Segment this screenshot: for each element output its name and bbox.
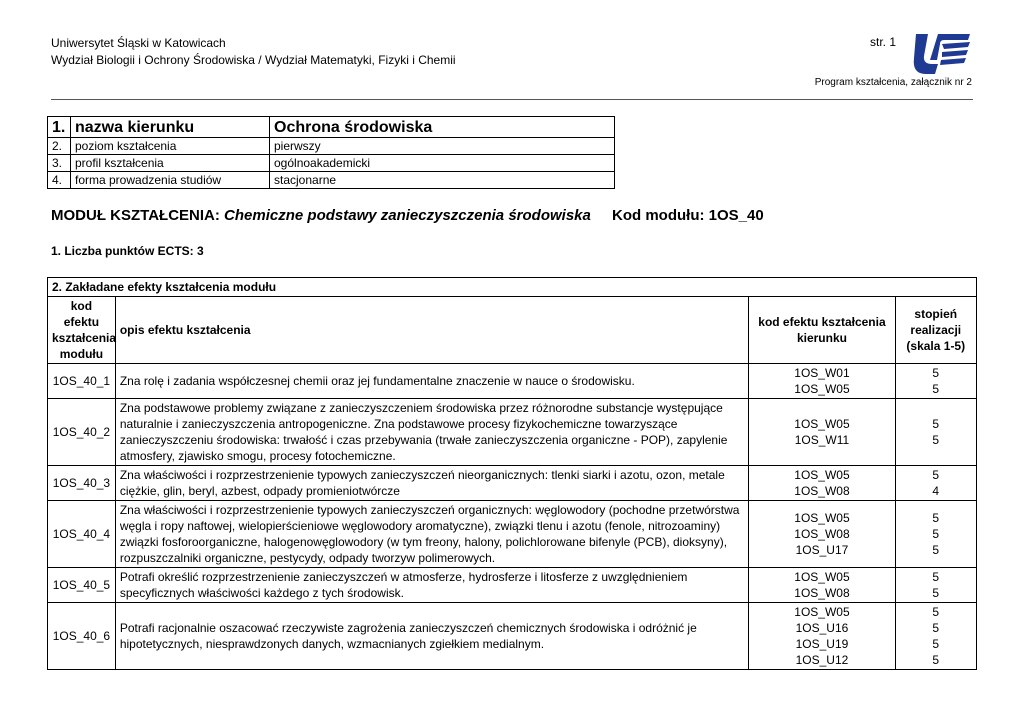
row-number: 3.	[48, 155, 71, 172]
outcome-description: Zna właściwości i rozprzestrzenienie typowych zanieczyszczeń organicznych: węglowodory (pochodne przetwórstwa węgla i ropy naftowej, wielopierścieniowe węglowodory aromatyczne), związki tlenu i azotu (fenole, nitrozoaminy) związki fosforoorganiczne, halogenowęglowodory (w tym freony, halony, polichlorowane bifenyle (PCB), dioksyny), rozpuszczalniki organiczne, pestycydy, odpady tworzyw polimerowych.	[115, 501, 749, 568]
outcome-description: Potrafi określić rozprzestrzenienie zanieczyszczeń w atmosferze, hydrosferze i litosferze z uwzględnieniem specyficznych właściwości każdego z tych środowisk.	[115, 568, 749, 603]
program-outcome-codes: 1OS_W05 1OS_W08 1OS_U17	[749, 501, 895, 568]
program-annex: Program kształcenia, załącznik nr 2	[814, 77, 972, 88]
outcome-description: Zna właściwości i rozprzestrzenienie typowych zanieczyszczeń nieorganicznych: tlenki siarki i azotu, ozon, metale ciężkie, glin, beryl, azbest, odpady promieniotwórcze	[115, 466, 749, 501]
field-label: forma prowadzenia studiów	[71, 172, 270, 189]
realization-level: 5 4	[895, 466, 976, 501]
table-row	[48, 399, 977, 466]
outcome-code: 1OS_40_4	[48, 501, 116, 568]
section-title: 2. Zakładane efekty kształcenia modułu	[48, 278, 977, 297]
document-header	[51, 35, 456, 69]
outcome-code: 1OS_40_5	[48, 568, 116, 603]
row-number: 2.	[48, 138, 71, 155]
program-outcome-codes: 1OS_W05 1OS_W08	[749, 466, 895, 501]
field-label: nazwa kierunku	[71, 117, 270, 138]
outcome-code: 1OS_40_1	[48, 364, 116, 399]
table-row	[48, 172, 615, 189]
module-name: Chemiczne podstawy zanieczyszczenia środowiska	[224, 207, 591, 224]
header-module-code: kod efektu kształcenia modułu	[48, 297, 116, 364]
section-header-row	[48, 278, 977, 297]
field-value: Ochrona środowiska	[270, 117, 615, 138]
university-name: Uniwersytet Śląski w Katowicach	[51, 36, 226, 50]
table-row	[48, 568, 977, 603]
table-row	[48, 364, 977, 399]
realization-level: 5 5	[895, 399, 976, 466]
realization-level: 5 5	[895, 364, 976, 399]
table-row	[48, 501, 977, 568]
table-row	[48, 155, 615, 172]
program-outcome-codes: 1OS_W05 1OS_W11	[749, 399, 895, 466]
program-outcome-codes: 1OS_W05 1OS_W08	[749, 568, 895, 603]
learning-outcomes-table	[47, 277, 977, 670]
outcome-code: 1OS_40_2	[48, 399, 116, 466]
module-prefix: MODUŁ KSZTAŁCENIA:	[51, 207, 220, 224]
field-value: pierwszy	[270, 138, 615, 155]
table-row	[48, 603, 977, 670]
program-outcome-codes: 1OS_W05 1OS_U16 1OS_U19 1OS_U12	[749, 603, 895, 670]
table-row	[48, 138, 615, 155]
outcome-code: 1OS_40_6	[48, 603, 116, 670]
column-header-row	[48, 297, 977, 364]
field-label: profil kształcenia	[71, 155, 270, 172]
field-value: ogólnoakademicki	[270, 155, 615, 172]
header-program-code: kod efektu kształcenia kierunku	[749, 297, 895, 364]
outcome-description: Potrafi racjonalnie oszacować rzeczywiste zagrożenia zanieczyszczeń chemicznych środowiska i odróżnić je hipotetycznych, niesprawdzonych danych, wzmacnianych zgiełkiem medialnym.	[115, 603, 749, 670]
field-value: stacjonarne	[270, 172, 615, 189]
program-info-table	[47, 116, 615, 189]
ects-points: 1. Liczba punktów ECTS: 3	[51, 244, 204, 258]
realization-level: 5 5 5	[895, 501, 976, 568]
row-number: 1.	[48, 117, 71, 138]
outcome-description: Zna rolę i zadania współczesnej chemii oraz jej fundamentalne znaczenie w nauce o środowisku.	[115, 364, 749, 399]
table-row	[48, 466, 977, 501]
field-label: poziom kształcenia	[71, 138, 270, 155]
realization-level: 5 5 5 5	[895, 603, 976, 670]
header-realization: stopień realizacji (skala 1-5)	[895, 297, 976, 364]
module-title	[51, 207, 591, 224]
outcome-code: 1OS_40_3	[48, 466, 116, 501]
faculty-names: Wydział Biologii i Ochrony Środowiska / Wydział Matematyki, Fizyki i Chemii	[51, 53, 456, 67]
program-outcome-codes: 1OS_W01 1OS_W05	[749, 364, 895, 399]
realization-level: 5 5	[895, 568, 976, 603]
module-code: Kod modułu: 1OS_40	[612, 207, 764, 224]
row-number: 4.	[48, 172, 71, 189]
outcome-description: Zna podstawowe problemy związane z zanieczyszczeniem środowiska przez różnorodne substancje występujące naturalnie i zanieczyszczenia antropogeniczne. Zna podstawowe procesy fizykochemiczne towarzyszące zanieczyszczeniu środowiska: trwałość i czas przebywania (trwałe zanieczyszczenia organiczne - POP), zapylenie atmosfery, zjawisko smogu, procesy fotochemiczne.	[115, 399, 749, 466]
university-logo-icon	[912, 30, 972, 76]
table-row	[48, 117, 615, 138]
page-number: str. 1	[870, 35, 897, 49]
header-divider	[51, 99, 973, 100]
header-description: opis efektu kształcenia	[115, 297, 749, 364]
